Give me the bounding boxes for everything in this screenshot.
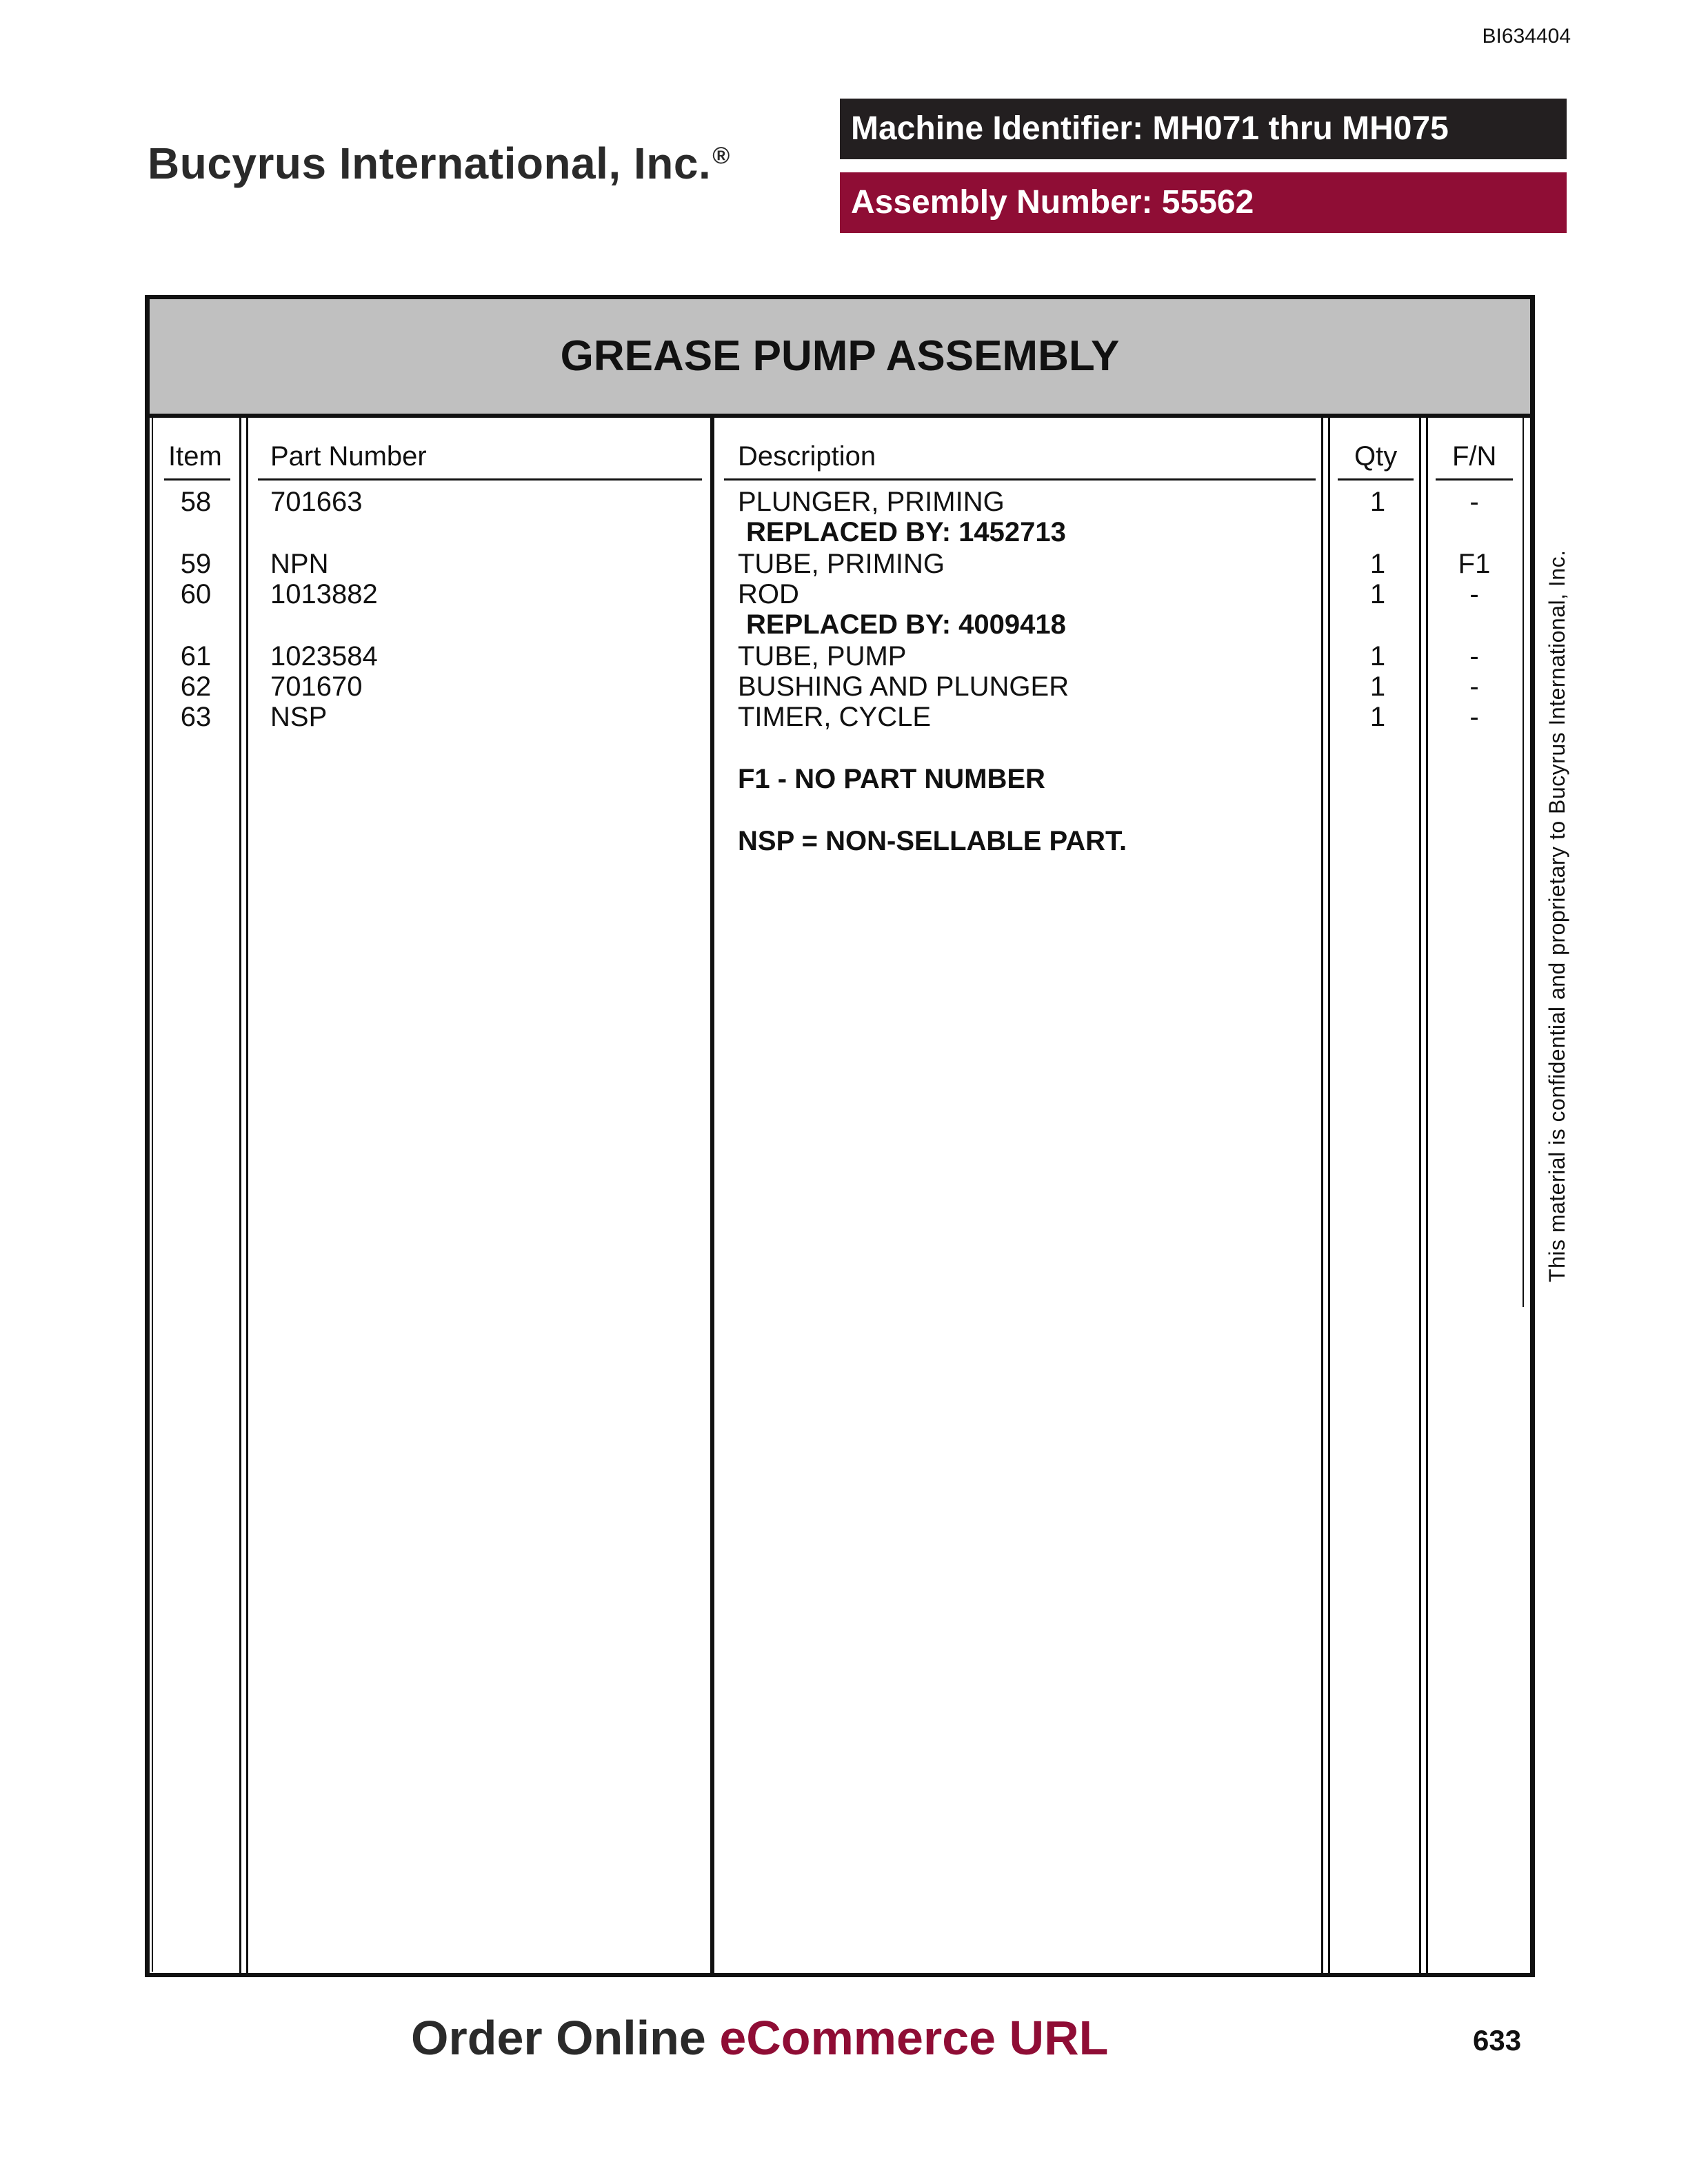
table-row-qty: 1 — [1369, 702, 1386, 732]
frame-inner-left-rule — [152, 301, 153, 1972]
header-rule-fn — [1436, 478, 1513, 481]
replacement-note: REPLACED BY: 1452713 — [746, 517, 1066, 547]
table-row-part-number: 1013882 — [270, 579, 378, 609]
table-row-qty: 1 — [1369, 579, 1386, 609]
assembly-number-bar: Assembly Number: 55562 — [840, 172, 1567, 233]
table-row-qty: 1 — [1369, 487, 1386, 517]
table-row-item: 61 — [180, 641, 212, 671]
table-row-description: BUSHING AND PLUNGER — [738, 671, 1069, 702]
table-row-item: 58 — [180, 487, 212, 517]
table-row-item: 59 — [180, 549, 212, 579]
table-row-item: 62 — [180, 671, 212, 702]
document-code: BI634404 — [1482, 25, 1571, 48]
table-row-fn: F1 — [1458, 549, 1491, 579]
divider-description-qty-2 — [1328, 418, 1330, 1973]
divider-part-description — [710, 418, 714, 1973]
frame-inner-right-rule — [1523, 301, 1524, 1307]
header-rule-item — [164, 478, 230, 481]
table-row-qty: 1 — [1369, 641, 1386, 671]
table-title: GREASE PUMP ASSEMBLY — [150, 299, 1530, 418]
table-row-qty: 1 — [1369, 671, 1386, 702]
table-row-description: TIMER, CYCLE — [738, 702, 932, 732]
table-row-part-number: 701670 — [270, 671, 363, 702]
order-online-text: Order Online — [411, 2011, 706, 2065]
table-row-part-number: NSP — [270, 702, 328, 732]
table-row-part-number: NPN — [270, 549, 329, 579]
page-number: 633 — [1473, 2024, 1522, 2056]
column-header-part-number: Part Number — [270, 441, 427, 472]
column-header-description: Description — [738, 441, 876, 472]
company-name-text: Bucyrus International, Inc. — [148, 139, 712, 188]
table-row-description: ROD — [738, 579, 799, 609]
replacement-note: REPLACED BY: 4009418 — [746, 609, 1066, 640]
table-row-part-number: 701663 — [270, 487, 363, 517]
ecommerce-url-link[interactable]: eCommerce URL — [719, 2011, 1109, 2065]
table-row-description: TUBE, PRIMING — [738, 549, 945, 579]
confidentiality-notice: This material is confidential and proprietary to Bucyrus International, Inc. — [1545, 549, 1569, 1282]
divider-item-part-2 — [246, 418, 248, 1973]
table-row-description: TUBE, PUMP — [738, 641, 907, 671]
divider-description-qty — [1321, 418, 1323, 1973]
table-row-fn: - — [1469, 641, 1479, 671]
divider-item-part — [239, 418, 241, 1973]
column-header-item: Item — [168, 441, 222, 472]
table-row-fn: - — [1469, 487, 1479, 517]
header-rule-description — [724, 478, 1316, 481]
footnote-nsp: NSP = NON-SELLABLE PART. — [738, 826, 1127, 856]
column-header-fn: F/N — [1452, 441, 1497, 472]
table-row-description: PLUNGER, PRIMING — [738, 487, 1005, 517]
header-rule-qty — [1338, 478, 1414, 481]
registered-trademark: ® — [712, 142, 730, 169]
table-row-part-number: 1023584 — [270, 641, 378, 671]
header-rule-part-number — [258, 478, 702, 481]
table-row-qty: 1 — [1369, 549, 1386, 579]
divider-qty-fn-2 — [1426, 418, 1428, 1973]
company-name — [148, 138, 730, 189]
table-row-item: 63 — [180, 702, 212, 732]
table-row-fn: - — [1469, 579, 1479, 609]
machine-identifier-bar: Machine Identifier: MH071 thru MH075 — [840, 99, 1567, 159]
table-row-fn: - — [1469, 671, 1479, 702]
divider-qty-fn — [1419, 418, 1421, 1973]
order-online-banner — [411, 2010, 1108, 2065]
footnote-f1: F1 - NO PART NUMBER — [738, 764, 1045, 794]
table-row-item: 60 — [180, 579, 212, 609]
column-header-qty: Qty — [1354, 441, 1398, 472]
table-row-fn: - — [1469, 702, 1479, 732]
